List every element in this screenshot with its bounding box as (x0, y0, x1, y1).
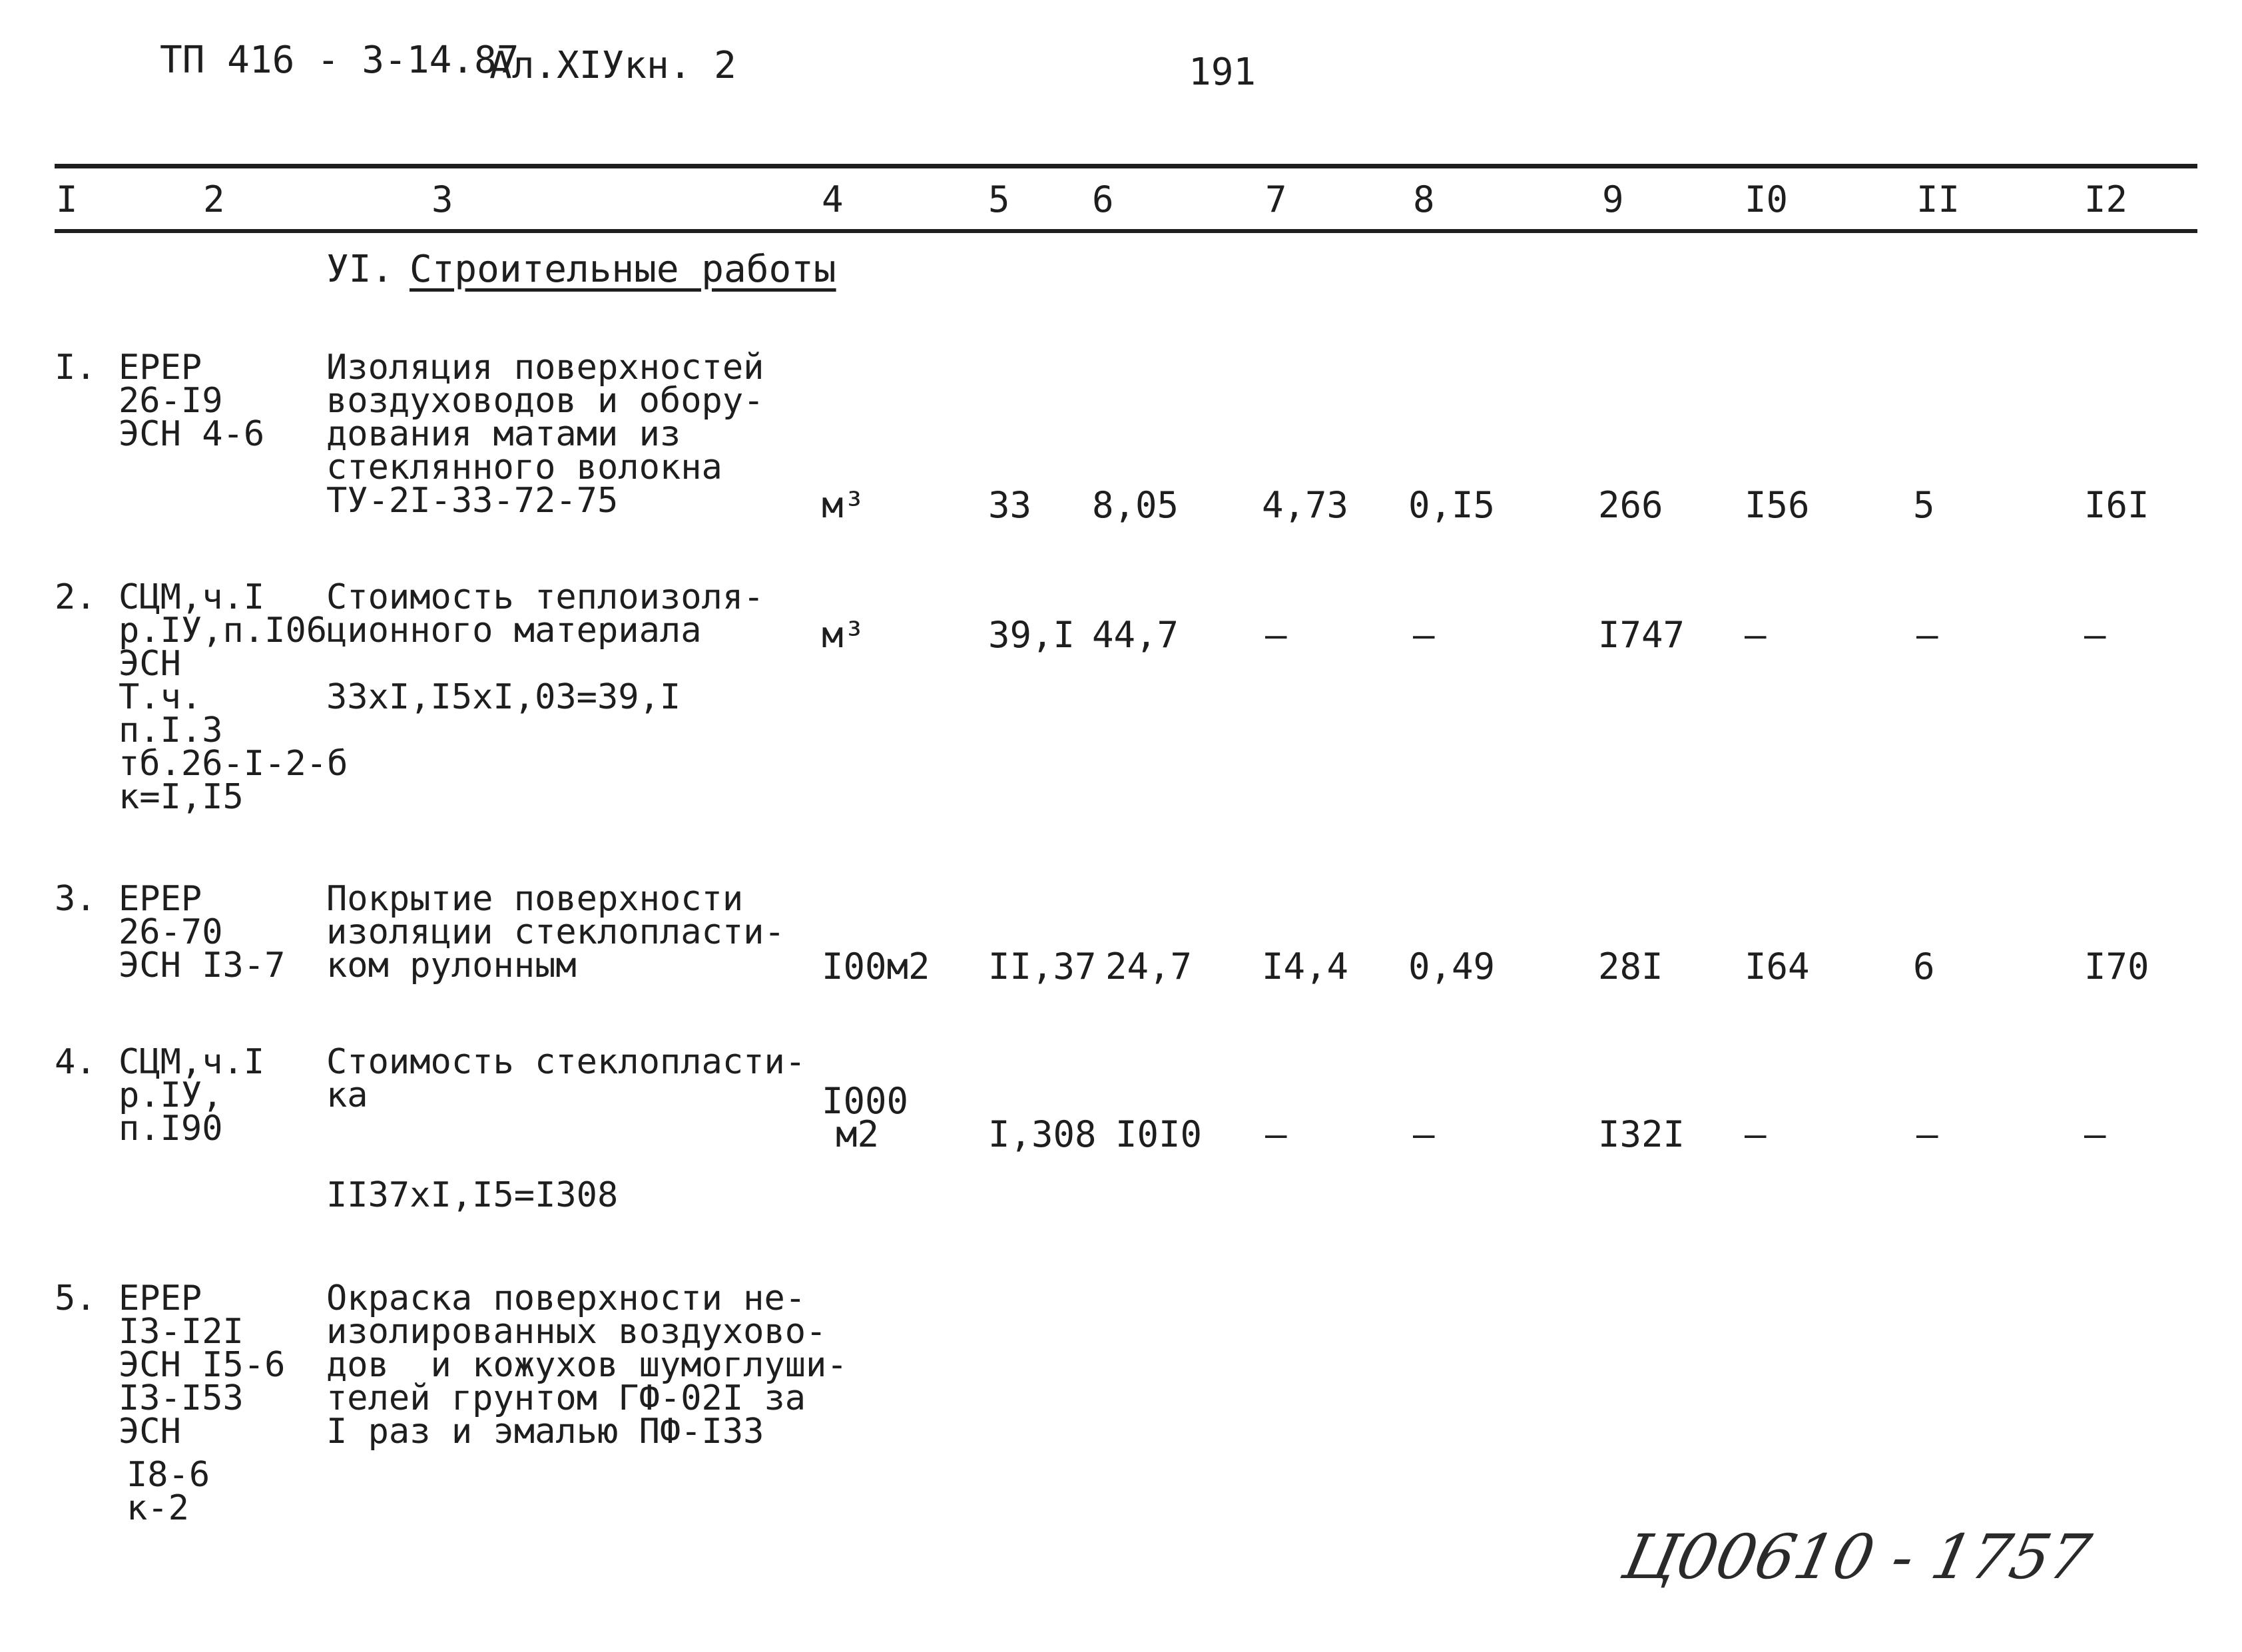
row-unit: м³ (822, 484, 866, 526)
row-number: 4. (55, 1042, 97, 1082)
row-description-line: стеклянного волокна (326, 447, 722, 487)
row-value-col5: 33 (988, 484, 1032, 526)
row-code-line: ЭСН 4-6 (119, 414, 265, 454)
document-reference: ТП 416 - 3-14.87 (160, 39, 519, 82)
row-code-line: тб.26-I-2-б (119, 744, 348, 784)
row-code-line: ЕРЕР (119, 348, 202, 388)
column-header: II (1916, 178, 1960, 220)
row-code-line: I3-I53 (119, 1378, 244, 1418)
column-header: 2 (203, 178, 225, 220)
row-code-line: р.IУ,п.I06 (119, 611, 328, 651)
row-value-col9: 266 (1598, 484, 1663, 526)
album-reference: Ал.XIУкн. 2 (489, 44, 736, 87)
row-code-line: СЦМ,ч.I (119, 1042, 265, 1082)
row-code-line: I8-6 (127, 1455, 210, 1495)
row-value-col10: – (1745, 1113, 1767, 1155)
row-code-line: ЭСН (119, 644, 181, 684)
column-header: I0 (1745, 178, 1789, 220)
row-code-line: р.IУ, (119, 1075, 223, 1115)
row-description-line: Покрытие поверхности (326, 879, 744, 919)
row-value-col10: I56 (1745, 484, 1810, 526)
column-header: 6 (1092, 178, 1114, 220)
row-description-line: изоляции стеклопласти- (326, 912, 785, 952)
row-value-col12: I70 (2084, 946, 2149, 987)
row-description-line: телей грунтом ГФ-02I за (326, 1378, 806, 1418)
row-value-col7: – (1265, 614, 1287, 656)
row-description-line: Стоимость теплоизоля- (326, 577, 764, 617)
row-description-line: Окраска поверхности не- (326, 1278, 806, 1318)
row-code-line: ЕРЕР (119, 879, 202, 919)
row-code-line: 26-I9 (119, 381, 223, 421)
table-header-rule (55, 229, 2197, 233)
row-value-col11: – (1916, 1113, 1938, 1155)
row-value-col9: 28I (1598, 946, 1663, 987)
row-description-line: Стоимость стеклопласти- (326, 1042, 806, 1082)
row-code-line: ЭСН I5-6 (119, 1345, 286, 1385)
row-formula: 33xI,I5xI,03=39,I (326, 677, 681, 717)
row-value-col12: – (2084, 614, 2106, 656)
row-code-line: ЭСН I3-7 (119, 946, 286, 985)
row-value-col5: 39,I (988, 614, 1075, 656)
section-number: УI. (326, 248, 394, 291)
column-header: I2 (2084, 178, 2128, 220)
row-value-col10: I64 (1745, 946, 1810, 987)
row-value-col12: I6I (2084, 484, 2149, 526)
row-description-line: ком рулонным (326, 946, 577, 985)
column-header: 7 (1265, 178, 1287, 220)
column-header: 4 (822, 178, 844, 220)
row-value-col11: 6 (1913, 946, 1935, 987)
column-header: 5 (988, 178, 1010, 220)
row-unit: I00м2 (822, 946, 930, 987)
row-code-line: п.I.3 (119, 710, 223, 750)
row-value-col9: I32I (1598, 1113, 1685, 1155)
row-value-col8: – (1413, 1113, 1435, 1155)
row-value-col8: 0,49 (1408, 946, 1496, 987)
row-description-line: Изоляция поверхностей (326, 348, 764, 388)
row-unit: м³ (822, 614, 866, 656)
row-value-col6: I0I0 (1115, 1113, 1203, 1155)
row-code-line: к=I,I5 (119, 777, 244, 817)
row-value-col7: 4,73 (1262, 484, 1349, 526)
row-value-col7: – (1265, 1113, 1287, 1155)
row-description-line: ка (326, 1075, 368, 1115)
row-value-col10: – (1745, 614, 1767, 656)
row-value-col9: I747 (1598, 614, 1685, 656)
column-header: 9 (1602, 178, 1624, 220)
handwritten-archive-code: Ц00610 - 17 (1617, 1521, 2018, 1593)
row-value-col6: 44,7 (1092, 614, 1179, 656)
row-value-col5: I,308 (988, 1113, 1097, 1155)
row-number: 3. (55, 879, 97, 919)
row-value-col8: – (1413, 614, 1435, 656)
row-value-col6: 24,7 (1105, 946, 1193, 987)
row-code-line: Т.ч. (119, 677, 202, 717)
column-header: 8 (1413, 178, 1435, 220)
row-description-line: I раз и эмалью ПФ-I33 (326, 1412, 764, 1452)
row-code-line: п.I90 (119, 1109, 223, 1149)
row-value-col12: – (2084, 1113, 2106, 1155)
row-value-col6: 8,05 (1092, 484, 1179, 526)
row-code-line: к-2 (127, 1488, 189, 1528)
row-code-line: СЦМ,ч.I (119, 577, 265, 617)
table-top-rule (55, 164, 2197, 168)
row-description-line: ТУ-2I-33-72-75 (326, 481, 619, 521)
row-value-col5: II,37 (988, 946, 1097, 987)
row-description-line: дования матами из (326, 414, 681, 454)
column-header: 3 (431, 178, 453, 220)
row-value-col8: 0,I5 (1408, 484, 1496, 526)
row-description-line: ционного материала (326, 611, 702, 651)
row-number: 2. (55, 577, 97, 617)
row-code-line: I3-I2I (119, 1312, 244, 1352)
row-unit-line: м2 (836, 1113, 880, 1155)
row-value-col11: – (1916, 614, 1938, 656)
section-title: Строительные работы (410, 248, 836, 291)
row-number: 5. (55, 1278, 97, 1318)
row-code-line: ЕРЕР (119, 1278, 202, 1318)
row-description-line: воздуховодов и обору- (326, 381, 764, 421)
handwritten-sheet-number: 57 (2003, 1521, 2097, 1593)
row-formula: II37xI,I5=I308 (326, 1175, 619, 1215)
column-header: I (56, 178, 78, 220)
row-description-line: дов и кожухов шумоглуши- (326, 1345, 848, 1385)
row-value-col7: I4,4 (1262, 946, 1349, 987)
row-number: I. (55, 348, 97, 388)
row-value-col11: 5 (1913, 484, 1935, 526)
row-code-line: ЭСН (119, 1412, 181, 1452)
row-code-line: 26-70 (119, 912, 223, 952)
row-unit-line: I000 (822, 1080, 909, 1122)
row-description-line: изолированных воздухово- (326, 1312, 827, 1352)
page-number: 191 (1189, 51, 1257, 94)
